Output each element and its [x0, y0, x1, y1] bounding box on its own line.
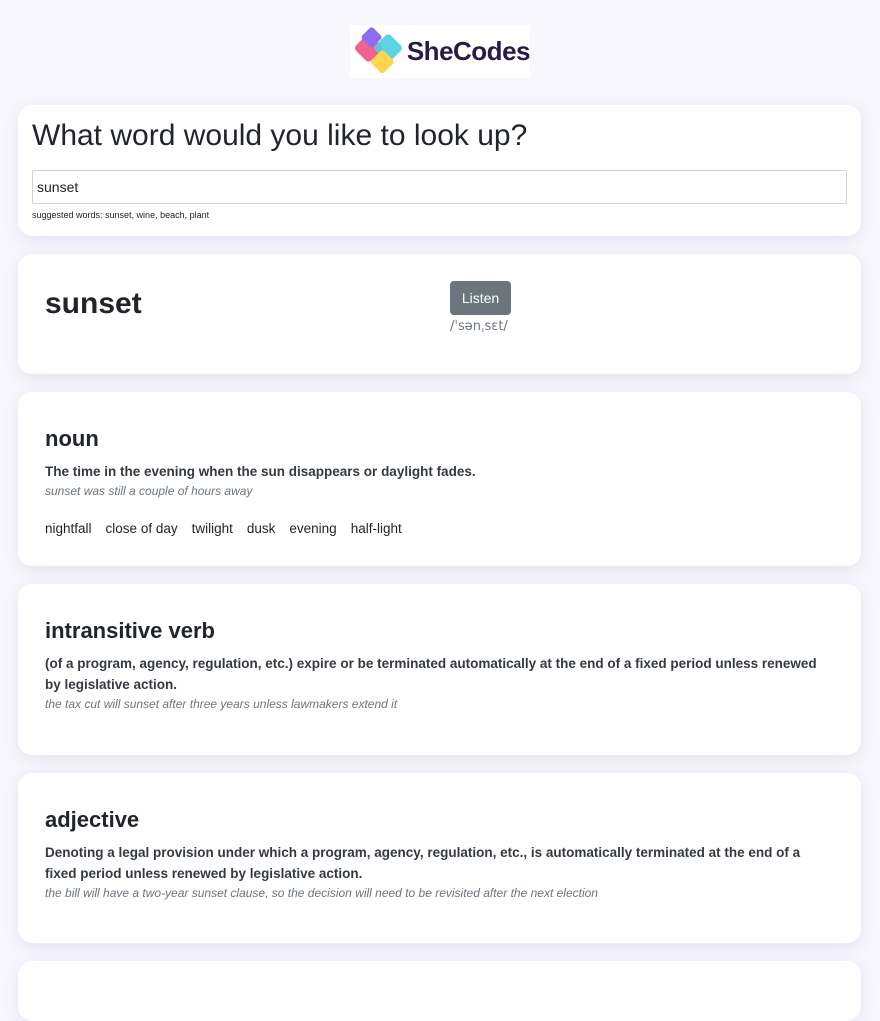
definition: The time in the evening when the sun disappears or daylight fades. — [45, 464, 476, 479]
definition: Denoting a legal provision under which a program, agency, regulation, etc., is automatically terminated at the end of a fixed period unless renewed by legislative action. — [45, 845, 801, 881]
word-title: sunset — [45, 287, 142, 320]
synonyms-list — [45, 521, 416, 536]
word-card — [18, 254, 861, 374]
part-of-speech: intransitive verb — [45, 618, 215, 643]
shecodes-logo — [350, 25, 530, 78]
word-search-input[interactable] — [32, 170, 847, 204]
listen-button[interactable]: Listen — [450, 281, 511, 315]
logo-text: SheCodes — [406, 36, 530, 66]
definition: (of a program, agency, regulation, etc.) expire or be terminated automatically at the end of a fixed period unless renewed by legislative action. — [45, 656, 817, 692]
example-sentence: the bill will have a two-year sunset clause, so the decision will need to be revisited after the next election — [45, 886, 598, 900]
example-sentence: the tax cut will sunset after three years unless lawmakers extend it — [45, 697, 398, 711]
phonetic-text: /ˈsənˌsɛt/ — [450, 319, 508, 334]
shecodes-logo-icon — [350, 25, 409, 78]
synonym-item: twilight — [191, 521, 233, 536]
meaning-card-intransitive-verb — [18, 584, 861, 755]
part-of-speech: adjective — [45, 807, 140, 832]
suggested-words-hint: suggested words: sunset, wine, beach, plant — [32, 210, 210, 220]
search-card — [18, 105, 861, 236]
search-heading: What word would you like to look up? — [32, 119, 528, 152]
synonym-item: half-light — [350, 521, 402, 536]
synonym-item: close of day — [105, 521, 178, 536]
synonym-item: evening — [289, 521, 337, 536]
synonym-item: nightfall — [45, 521, 92, 536]
next-card — [18, 961, 861, 1021]
part-of-speech: noun — [45, 426, 99, 451]
synonym-item: dusk — [246, 521, 276, 536]
meaning-card-noun — [18, 392, 861, 566]
example-sentence: sunset was still a couple of hours away — [45, 484, 253, 498]
meaning-card-adjective — [18, 773, 861, 943]
